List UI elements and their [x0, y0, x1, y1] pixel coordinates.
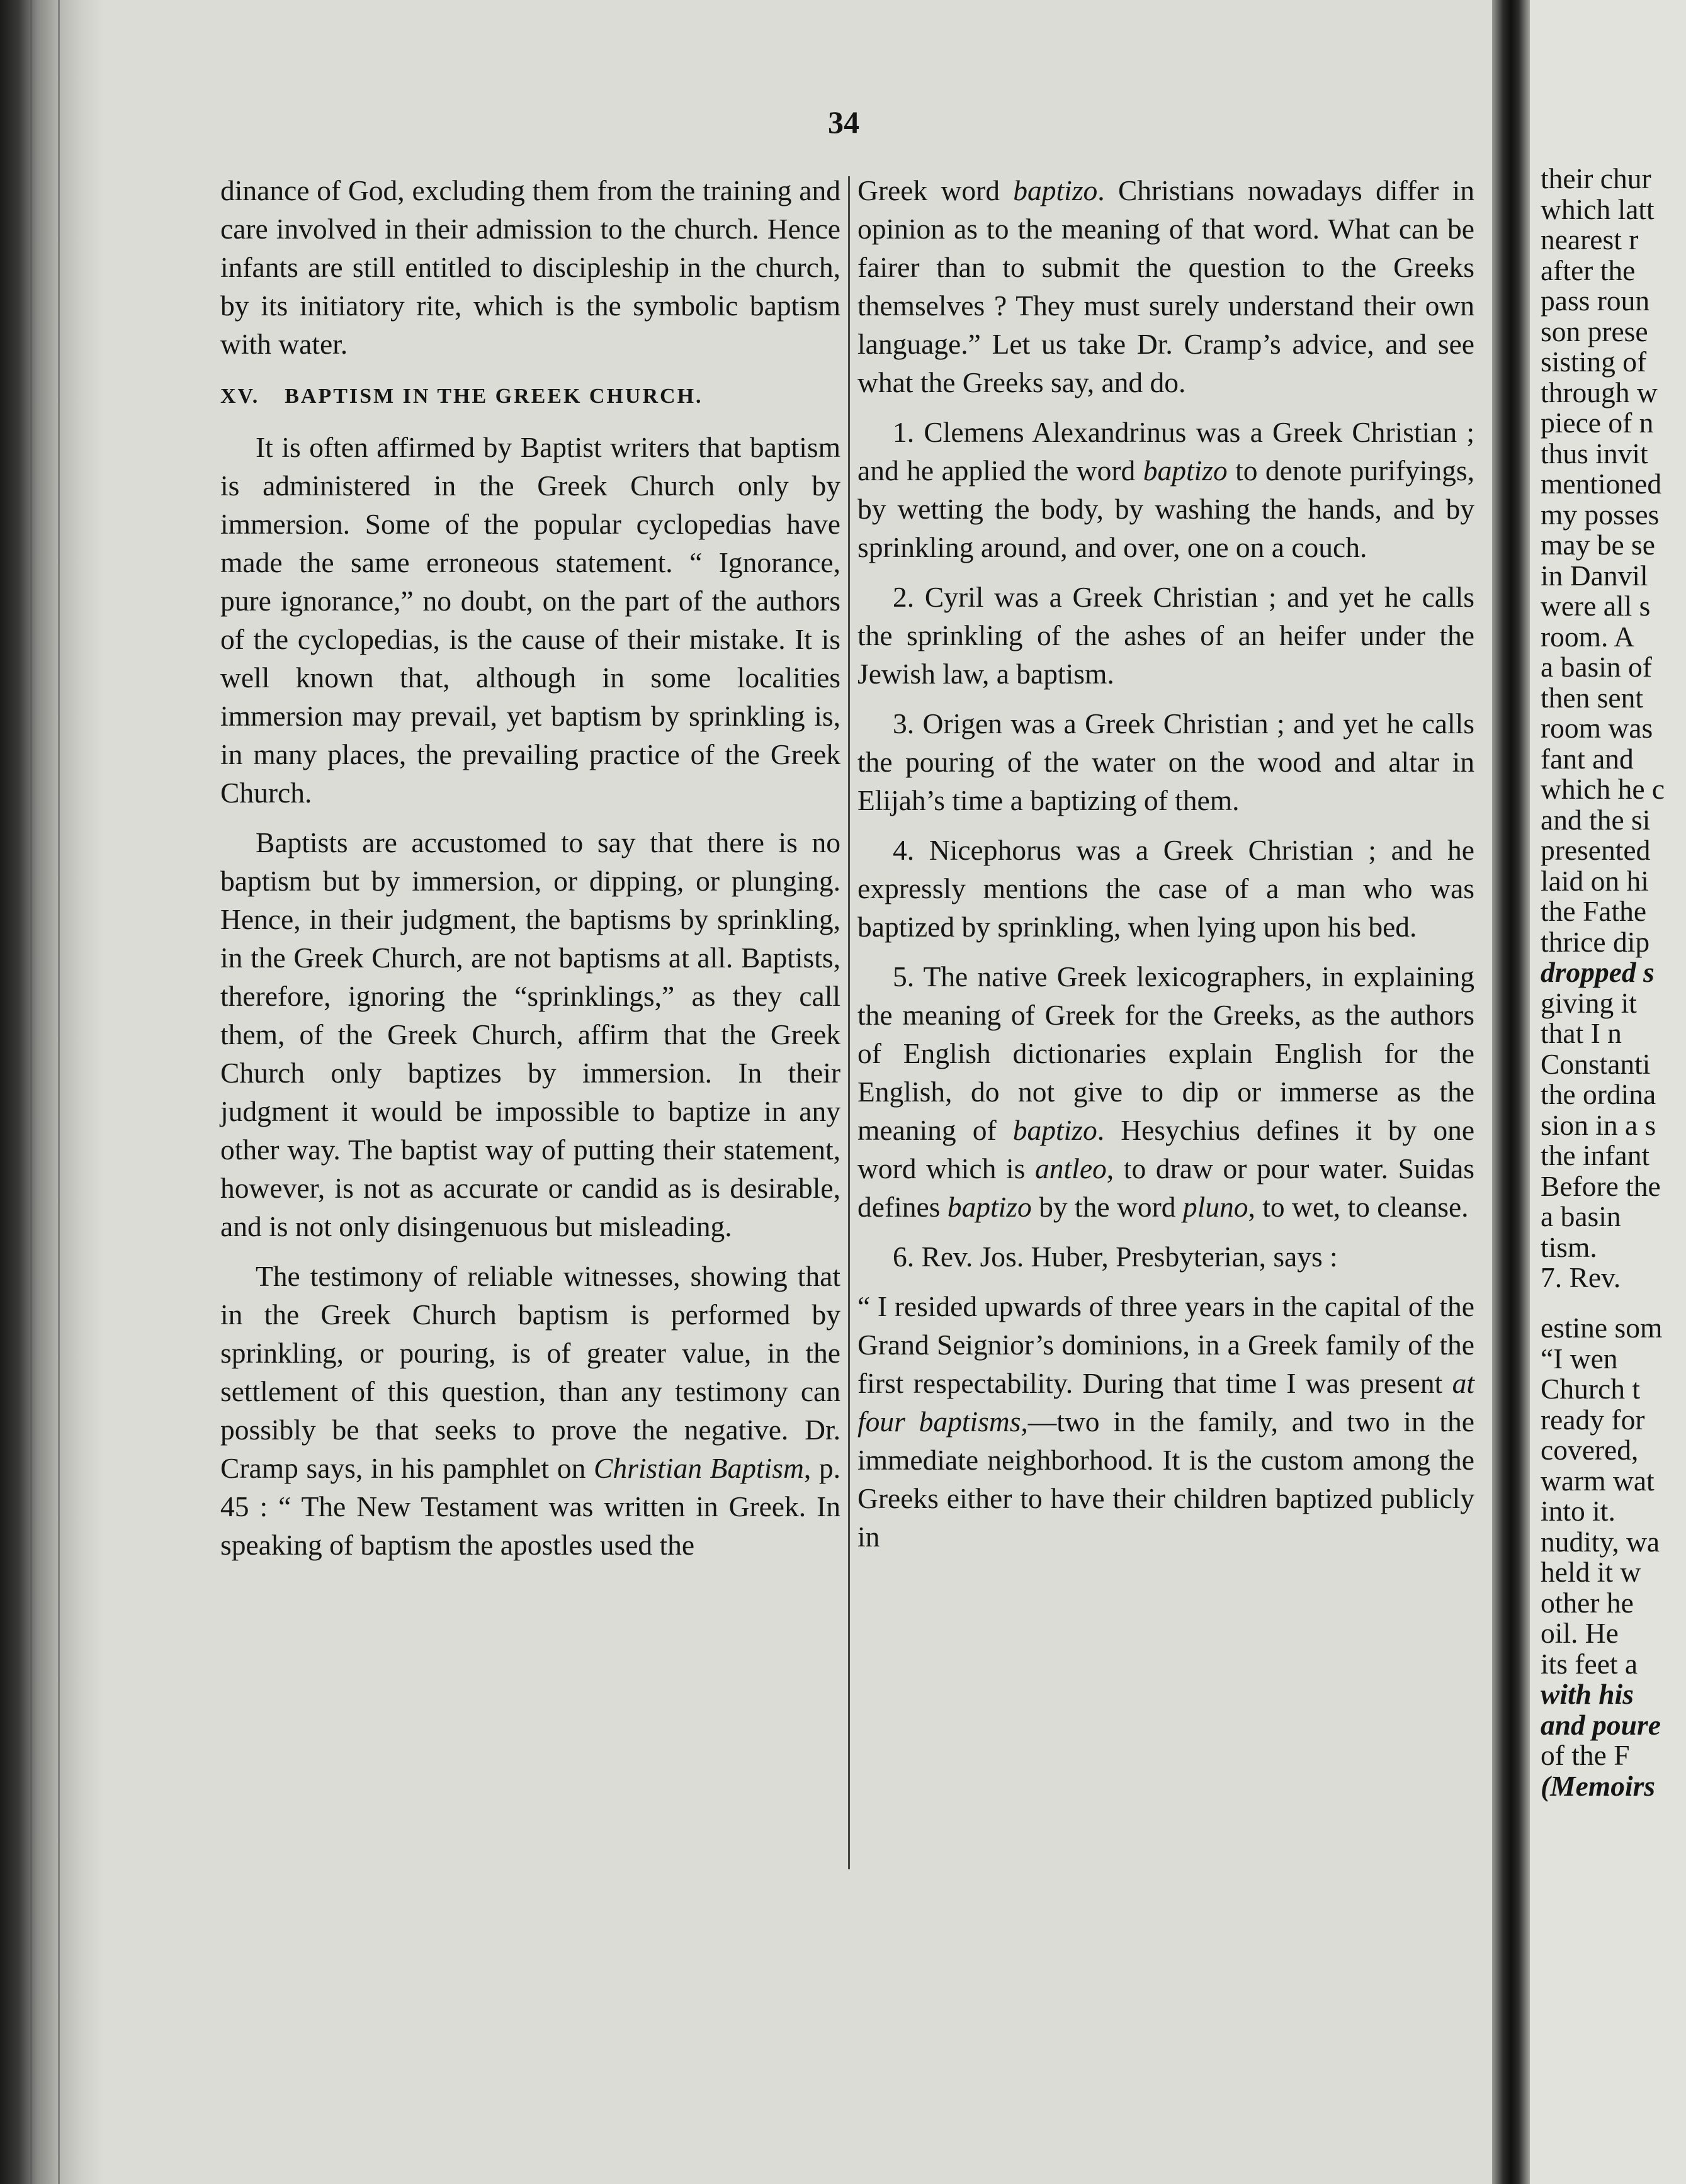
list-item: 2. Cyril was a Greek Christian ; and yet he calls the sprinkling of the ashes of an heifer under the Jewish law, a baptism. [857, 581, 1474, 690]
section-heading [220, 377, 840, 415]
fragment-line: thrice dip [1541, 925, 1650, 958]
fragment-line: covered, [1541, 1434, 1639, 1466]
list-item: 6. Rev. Jos. Huber, Presbyterian, says : [893, 1241, 1338, 1273]
fragment-line: the ordina [1541, 1078, 1656, 1110]
fragment-line: room was [1541, 712, 1653, 744]
fragment-line: 7. Rev. [1541, 1261, 1621, 1293]
fragment-line: which he c [1541, 773, 1665, 805]
fragment-line: nearest r [1541, 223, 1639, 256]
fragment-line: Before the [1541, 1169, 1661, 1202]
fragment-line: held it w [1541, 1556, 1641, 1588]
fragment-line: the Fathe [1541, 895, 1647, 927]
fragment-line: nudity, wa [1541, 1525, 1660, 1558]
fragment-line: presented [1541, 834, 1651, 866]
paragraph: Greek word baptizo. Christians nowadays differ in opinion as to the meaning of that word. What can be fairer than to submit the question to the Greeks themselves ? They must surely understand their own language.” Let us take Dr. Cramp’s advice, and see what the Greeks say, and do. [857, 174, 1474, 398]
fragment-line: into it. [1541, 1495, 1615, 1527]
fragment-line: a basin [1541, 1200, 1621, 1232]
fragment-line: other he [1541, 1586, 1634, 1619]
fragment-line: “I wen [1541, 1342, 1618, 1375]
fragment-line: giving it [1541, 986, 1637, 1019]
fragment-line: mentioned [1541, 468, 1662, 500]
fragment-line: and poure [1541, 1708, 1661, 1741]
fragment-line: ready for [1541, 1403, 1645, 1436]
fragment-line: after the [1541, 254, 1636, 286]
next-page-fragment [1541, 164, 1686, 1801]
fragment-line: tism. [1541, 1230, 1597, 1263]
block-quote: “ I resided upwards of three years in the capital of the Grand Seignior’s dominions, in a Greek family of the first respectability. During that time I was present at four baptisms,—two in the family, and two in the immediate neighborhood. It is the custom among the Greeks either to have their children baptized publicly in [857, 1290, 1474, 1553]
continuation-paragraph: dinance of God, excluding them from the training and care involved in their admission to the church. Hence infants are still entitled to discipleship in the church, by its initiatory rite, which is the symbolic baptism with water. [220, 174, 840, 360]
paragraph: Baptists are accustomed to say that there is no baptism but by immersion, or dipping, or plunging. Hence, in their judgment, the baptisms by sprinkling, in the Greek Church, are not baptisms at all. Baptists, therefore, ignoring the “sprinklings,” as they call them, of the Greek Church, affirm that the Greek Church only baptizes by immersion. In their judgment it would be impossible to baptize in any other way. The baptist way of putting their statement, however, is not as accurate or candid as is desirable, and is not only disingenuous but misleading. [220, 826, 840, 1242]
fragment-line: room. A [1541, 620, 1635, 653]
fragment-line: dropped s [1541, 956, 1655, 988]
fragment-line: their chur [1541, 162, 1651, 194]
fragment-line: Constanti [1541, 1047, 1651, 1080]
column-divider [848, 176, 850, 1869]
fragment-line: in Danvil [1541, 559, 1648, 592]
paragraph: The testimony of reliable witnesses, showing that in the Greek Church baptism is performed by sprinkling, or pouring, is of greater value, in the settlement of this question, than any testimony can possibly be that seeks to prove the negative. Dr. Cramp says, in his pamphlet on Christian Baptism, p. 45 : “ The New Testament was written in Greek. In speaking of baptism the apostles used the [220, 1260, 841, 1561]
fragment-line: through w [1541, 376, 1658, 408]
fragment-line: its feet a [1541, 1647, 1638, 1680]
fragment-line: which latt [1541, 193, 1655, 225]
book-title: Christian Baptism [594, 1452, 804, 1484]
spine-edge-line [30, 0, 32, 2184]
fragment-line: then sent [1541, 681, 1644, 714]
book-spine [0, 0, 104, 2184]
fragment-line: laid on hi [1541, 864, 1649, 897]
fragment-line: were all s [1541, 590, 1651, 622]
fragment-line: a basin of [1541, 651, 1652, 683]
fragment-line: fant and [1541, 742, 1634, 775]
fragment-line: that I n [1541, 1017, 1622, 1049]
fragment-line: thus invit [1541, 437, 1648, 470]
section-number: XV. [220, 385, 260, 408]
fragment-line: and the si [1541, 803, 1651, 836]
fragment-line: sion in a s [1541, 1108, 1656, 1141]
fragment-line: (Memoirs [1541, 1769, 1655, 1802]
spine-edge-line [58, 0, 60, 2184]
fragment-line: of the F [1541, 1739, 1630, 1771]
page-gutter [1492, 0, 1530, 2184]
fragment-line: oil. He [1541, 1617, 1619, 1649]
fragment-line: sisting of [1541, 346, 1647, 378]
fragment-line: pass roun [1541, 284, 1650, 317]
left-column [220, 171, 840, 1575]
fragment-line: son prese [1541, 315, 1648, 347]
fragment-line: may be se [1541, 529, 1655, 561]
fragment-line: warm wat [1541, 1464, 1655, 1497]
right-column [857, 171, 1474, 1567]
list-item: 5. The native Greek lexicographers, in explaining the meaning of Greek for the Greeks, as the authors of English dictionaries explain English for the English, do not give to dip or immerse as the meaning of baptizo. Hesychius defines it by one word which is antleo, to draw or pour water. Suidas defines baptizo by the word pluno, to wet, to cleanse. [857, 960, 1475, 1223]
list-item: 3. Origen was a Greek Christian ; and yet he calls the pouring of the water on the wood and altar in Elijah’s time a baptizing of them. [857, 707, 1474, 816]
fragment-line: with his [1541, 1678, 1634, 1710]
paragraph: It is often affirmed by Baptist writers that baptism is administered in the Greek Church only by immersion. Some of the popular cyclopedias have made the same erroneous statement. “ Ignorance, pure ignorance,” no doubt, on the part of the authors of the cyclopedias, is the cause of their mistake. It is well known that, although in some localities immersion may prevail, yet baptism by sprinkling is, in many places, the prevailing practice of the Greek Church. [220, 431, 840, 809]
list-item: 4. Nicephorus was a Greek Christian ; and he expressly mentions the case of a man who was baptized by sprinkling, when lying upon his bed. [857, 834, 1474, 943]
fragment-line: my posses [1541, 498, 1660, 531]
page-number: 34 [828, 104, 859, 140]
fragment-line: Church t [1541, 1373, 1640, 1405]
section-title: BAPTISM IN THE GREEK CHURCH. [285, 385, 703, 408]
list-item: 1. Clemens Alexandrinus was a Greek Christian ; and he applied the word baptizo to denote purifyings, by wetting the body, by washing the hands, and by sprinkling around, and over, one on a couch. [857, 416, 1474, 563]
fragment-line: estine som [1541, 1312, 1663, 1344]
fragment-line: piece of n [1541, 407, 1654, 439]
fragment-line: the infant [1541, 1139, 1650, 1171]
